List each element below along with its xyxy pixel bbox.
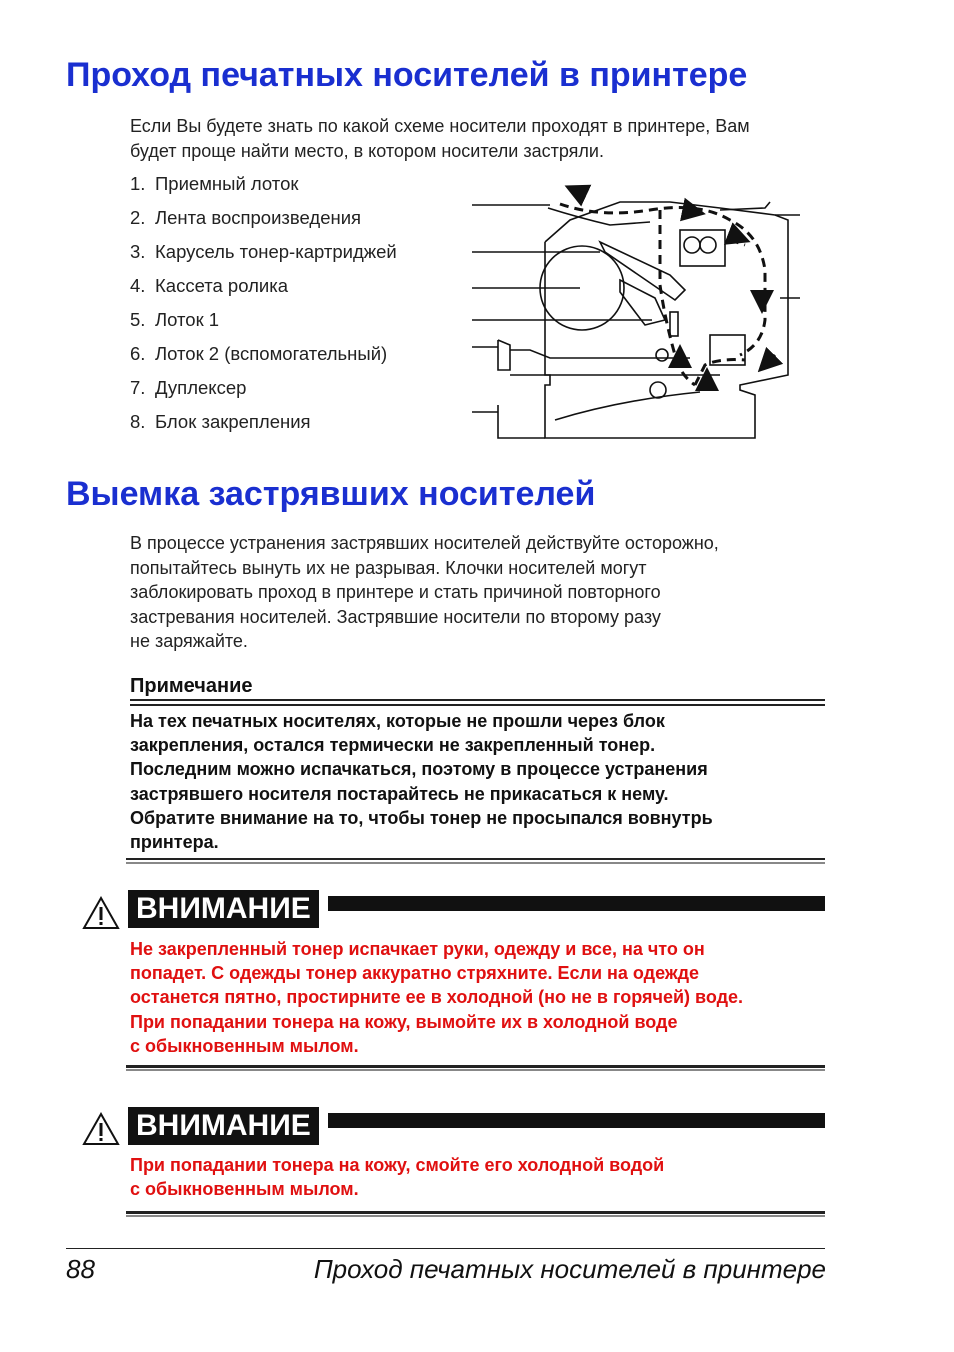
list-number: 7. xyxy=(130,377,146,398)
note-heading: Примечание xyxy=(130,675,253,697)
note-top-rule xyxy=(130,704,825,706)
note-bottom-rule xyxy=(126,862,825,864)
list-item xyxy=(130,172,397,206)
warning-text xyxy=(130,1153,664,1201)
list-item xyxy=(130,240,397,274)
note-line: На тех печатных носителях, которые не прошли через блок xyxy=(130,711,665,731)
list-number: 3. xyxy=(130,241,146,262)
warning-bar xyxy=(328,896,825,911)
list-item xyxy=(130,342,397,376)
list-number: 5. xyxy=(130,309,146,330)
list-label: Лента воспроизведения xyxy=(155,207,362,228)
note-line: закрепления, остался термически не закрепленный тонер. xyxy=(130,735,656,756)
warning-bar xyxy=(328,1113,825,1128)
list-number: 6. xyxy=(130,343,146,364)
paragraph-line: не заряжайте. xyxy=(130,631,248,651)
note-line: принтера. xyxy=(130,832,219,853)
paragraph-line: застревания носителей. Застрявшие носители по второму разу xyxy=(130,606,661,627)
note-line: Последним можно испачкаться, поэтому в процессе устранения xyxy=(130,759,708,780)
warning-line: Не закрепленный тонер испачкает руки, одежду и все, на что он xyxy=(130,939,705,959)
list-number: 2. xyxy=(130,207,146,228)
intro-paragraph xyxy=(130,114,750,163)
list-number: 8. xyxy=(130,411,146,432)
paragraph-line: В процессе устранения застрявших носителей действуйте осторожно, xyxy=(130,533,719,553)
list-label: Кассета ролика xyxy=(155,275,289,296)
intro-line: Если Вы будете знать по какой схеме носители проходят в принтере, Вам xyxy=(130,116,750,136)
list-item xyxy=(130,206,397,240)
list-label: Лоток 1 xyxy=(155,309,220,330)
page-title: Проход печатных носителей в принтере xyxy=(66,56,748,94)
warning-line: При попадании тонера на кожу, смойте его холодной водой xyxy=(130,1155,665,1175)
note-line: застрявшего носителя постарайтесь не прикасаться к нему. xyxy=(130,783,669,804)
warning-text xyxy=(130,937,743,1058)
list-label: Приемный лоток xyxy=(155,173,299,194)
warning-triangle-icon xyxy=(82,896,120,930)
note-body xyxy=(130,709,713,854)
paper-path-list xyxy=(130,172,397,444)
note-bottom-rule xyxy=(126,858,825,860)
warning-line: останется пятно, простирните ее в холодной (но не в горячей) воде. xyxy=(130,987,744,1008)
warning-triangle-icon xyxy=(82,1112,120,1146)
list-item xyxy=(130,410,397,444)
list-number: 1. xyxy=(130,173,146,194)
footer-title: Проход печатных носителей в принтере xyxy=(313,1254,826,1284)
paragraph-line: попытайтесь вынуть их не разрывая. Клочки носителей могут xyxy=(130,557,647,578)
note-line: Обратите внимание на то, чтобы тонер не просыпался вовнутрь xyxy=(130,807,713,828)
list-item xyxy=(130,308,397,342)
warning-bottom-rule xyxy=(126,1069,825,1071)
list-label: Дуплексер xyxy=(155,377,247,398)
warning-bottom-rule xyxy=(126,1215,825,1217)
list-label: Лоток 2 (вспомогательный) xyxy=(155,343,388,364)
section2-paragraph xyxy=(130,531,719,654)
list-number: 4. xyxy=(130,275,146,296)
warning-bottom-rule xyxy=(126,1211,825,1214)
warning-label: ВНИМАНИЕ xyxy=(128,1107,319,1145)
footer-rule xyxy=(66,1248,825,1249)
note-top-rule xyxy=(130,699,825,701)
warning-label: ВНИМАНИЕ xyxy=(128,890,319,928)
list-item xyxy=(130,376,397,410)
printer-diagram xyxy=(470,180,810,450)
list-label: Блок закрепления xyxy=(155,411,311,432)
section-title: Выемка застрявших носителей xyxy=(66,475,596,513)
warning-line: При попадании тонера на кожу, вымойте их в холодной воде xyxy=(130,1011,678,1032)
warning-line: с обыкновенным мылом. xyxy=(130,1035,359,1056)
paragraph-line: заблокировать проход в принтере и стать причиной повторного xyxy=(130,582,661,602)
warning-bottom-rule xyxy=(126,1065,825,1068)
warning-line: с обыкновенным мылом. xyxy=(130,1179,359,1200)
warning-line: попадет. С одежды тонер аккуратно стряхните. Если на одежде xyxy=(130,963,700,984)
intro-line: будет проще найти место, в котором носители застряли. xyxy=(130,140,604,161)
page-number: 88 xyxy=(66,1254,95,1284)
list-item xyxy=(130,274,397,308)
list-label: Карусель тонер-картриджей xyxy=(155,241,397,262)
